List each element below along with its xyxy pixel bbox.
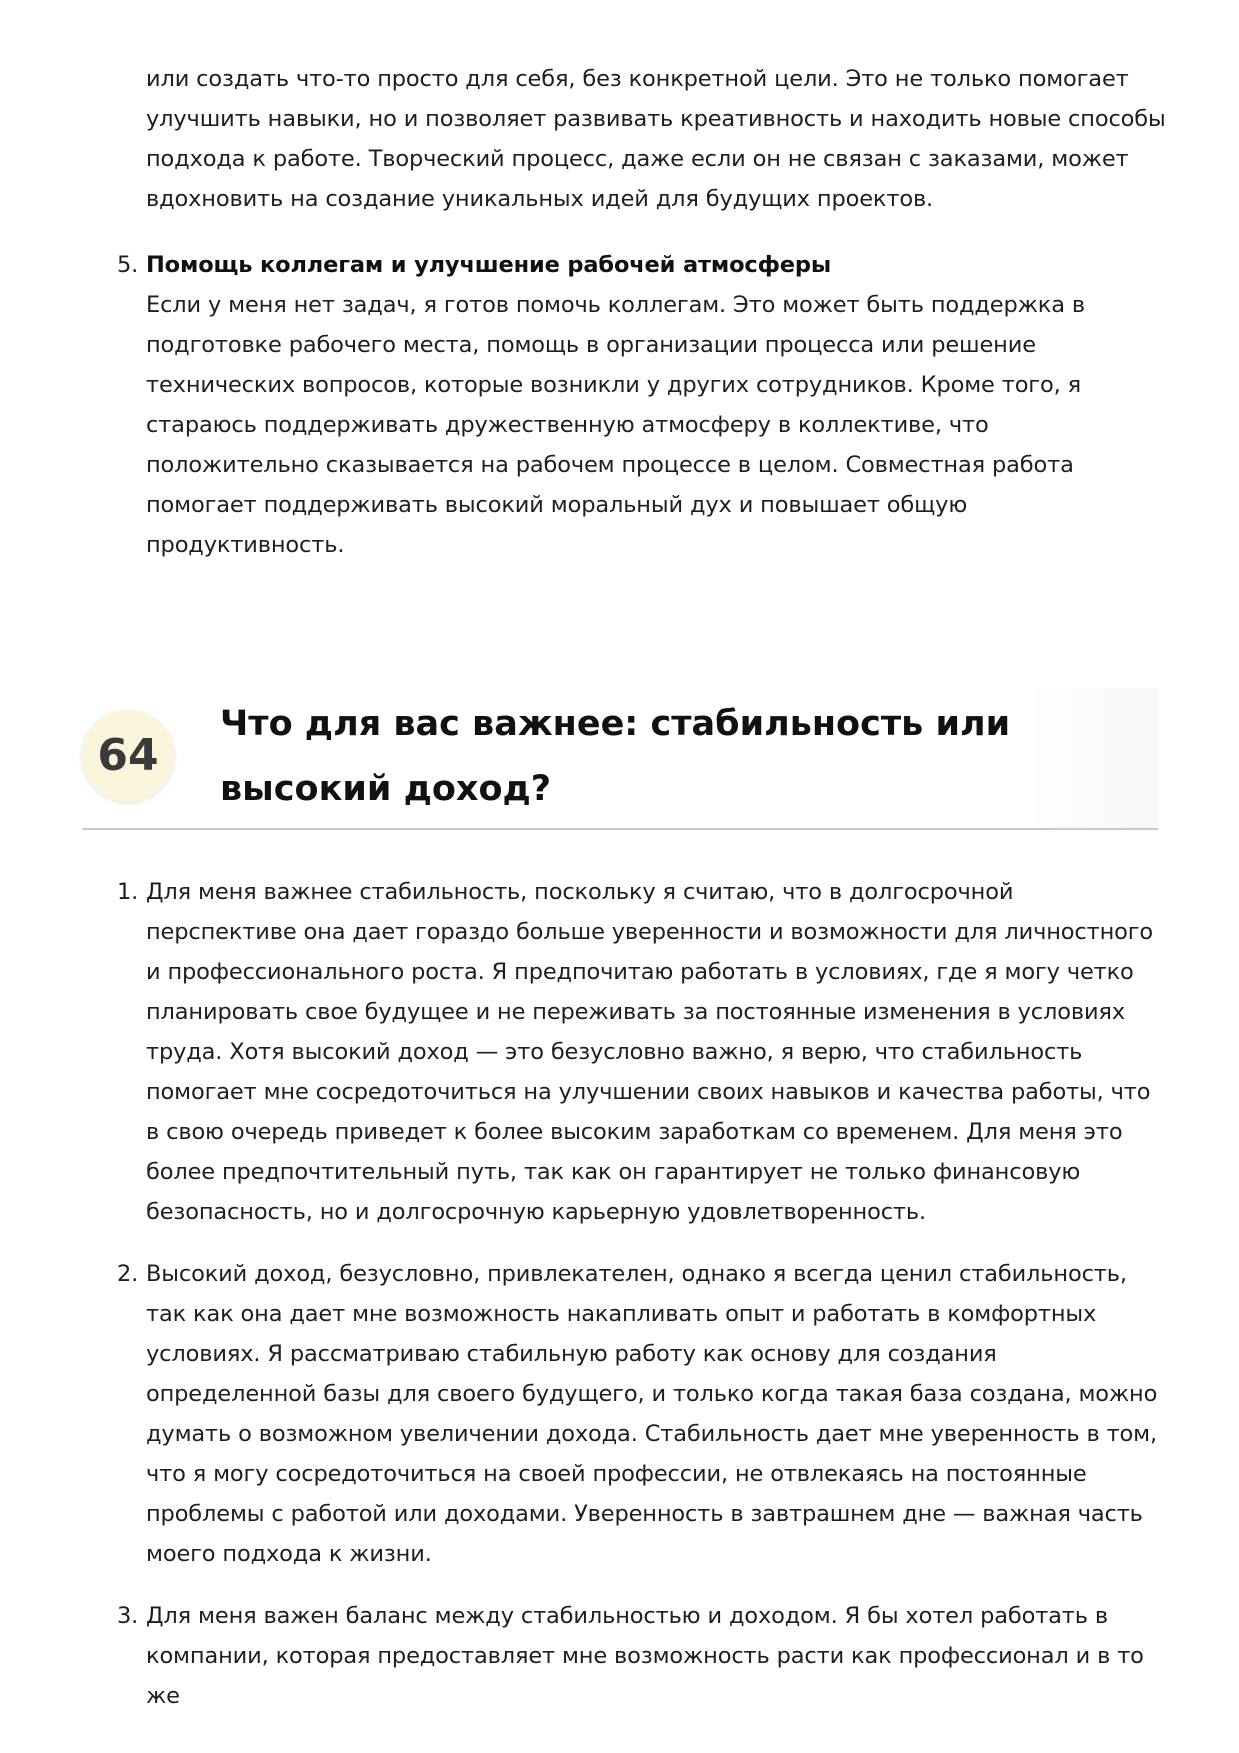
answers-list	[0, 872, 1239, 1738]
continued-list-item	[0, 59, 1239, 219]
answer-number: 2.	[117, 1261, 139, 1287]
answer-item-1	[0, 872, 1239, 1232]
answer-text: Для меня важнее стабильность, поскольку я считаю, что в долгосрочной перспективе она дает гораздо больше уверенности и возможности для личностного и профессионального роста. Я предпочитаю работать в условиях, где я могу четко планировать свое будущее и не переживать за постоянные изменения в условиях труда. Хотя высокий доход — это безусловно важно, я верю, что стабильность помогает мне сосредоточиться на улучшении своих навыков и качества работы, что в свою очередь приведет к более высоким заработкам со временем. Для меня это более предпочтительный путь, так как он гарантирует не только финансовую безопасность, но и долгосрочную карьерную удовлетворенность.	[146, 879, 1154, 1225]
question-title: Что для вас важнее: стабильность или высокий доход?	[220, 704, 1011, 809]
continued-item-text: или создать что-то просто для себя, без конкретной цели. Это не только помогает улучшить навыки, но и позволяет развивать креативность и находить новые способы подхода к работе. Творческий процесс, даже если он не связан с заказами, может вдохновить на создание уникальных идей для будущих проектов.	[146, 66, 1166, 212]
list-item-title: Помощь коллегам и улучшение рабочей атмосферы	[146, 252, 832, 278]
answer-text: Высокий доход, безусловно, привлекателен, однако я всегда ценил стабильность, так как она дает мне возможность накапливать опыт и работать в комфортных условиях. Я рассматриваю стабильную работу как основу для создания определенной базы для своего будущего, и только когда такая база создана, можно думать о возможном увеличении дохода. Стабильность дает мне уверенность в том, что я могу сосредоточиться на своей профессии, не отвлекаясь на постоянные проблемы с работой или доходами. Уверенность в завтрашнем дне — важная часть моего подхода к жизни.	[146, 1261, 1158, 1567]
list-item-5	[0, 245, 1239, 565]
question-heading	[82, 688, 1158, 830]
list-item-number: 5.	[117, 252, 139, 278]
answer-number: 1.	[117, 879, 139, 905]
question-number-badge: 64	[82, 710, 174, 802]
answer-number: 3.	[117, 1603, 139, 1629]
answer-item-3	[0, 1596, 1239, 1716]
list-item-text: Если у меня нет задач, я готов помочь коллегам. Это может быть поддержка в подготовке рабочего места, помощь в организации процесса или решение технических вопросов, которые возникли у других сотрудников. Кроме того, я стараюсь поддерживать дружественную атмосферу в коллективе, что положительно сказывается на рабочем процессе в целом. Совместная работа помогает поддерживать высокий моральный дух и повышает общую продуктивность.	[146, 292, 1085, 558]
answer-item-2	[0, 1254, 1239, 1574]
answer-text: Для меня важен баланс между стабильностью и доходом. Я бы хотел работать в компании, которая предоставляет мне возможность расти как профессионал и в то же	[146, 1603, 1144, 1709]
